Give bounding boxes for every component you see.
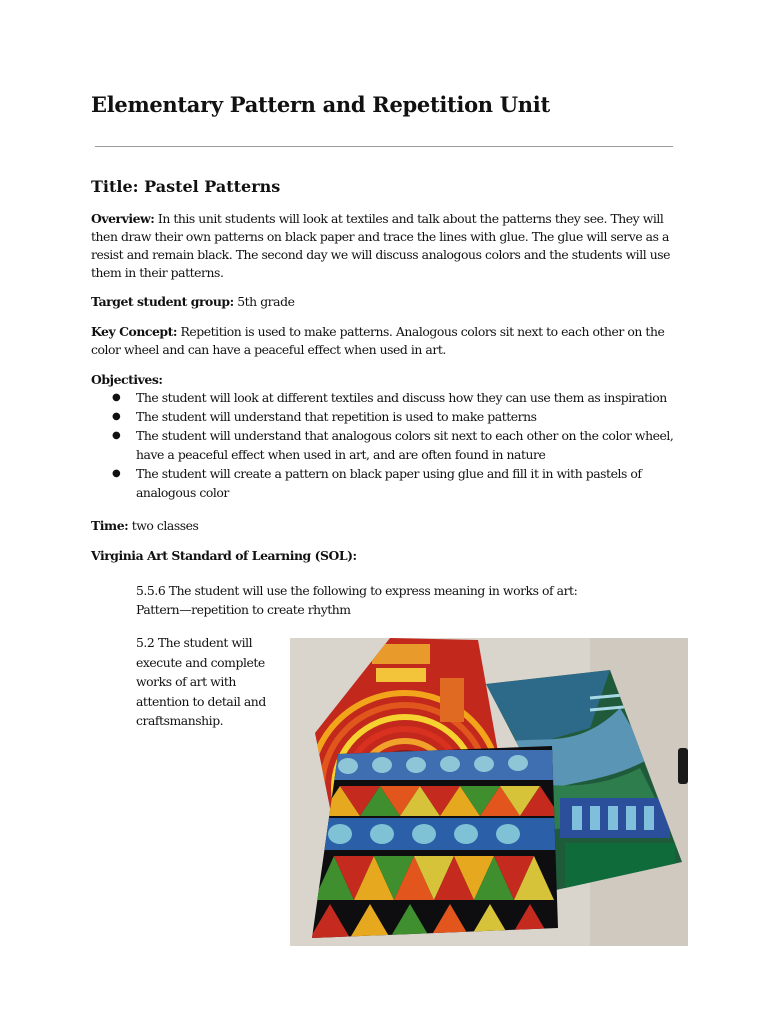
- marker-object: [678, 748, 688, 784]
- bullet-icon: ●: [112, 392, 121, 403]
- objective-text: The student will understand that repetition is used to make patterns: [136, 409, 537, 424]
- overview-label: Overview:: [91, 211, 155, 226]
- sol-556-line: 5.5.6 The student will use the following to express meaning in works of art:: [136, 583, 578, 598]
- sol-52-text: 5.2 The student will execute and complete works of art with attention to detail and craftsmanship.: [136, 635, 266, 728]
- time-text: two classes: [128, 518, 199, 533]
- target-group-label: Target student group:: [91, 294, 234, 309]
- target-group-paragraph: [91, 293, 676, 311]
- bullet-icon: ●: [112, 430, 121, 441]
- bullet-icon: ●: [112, 411, 121, 422]
- bullet-icon: ●: [112, 468, 121, 479]
- list-item: [91, 464, 681, 502]
- list-item: [91, 388, 681, 407]
- target-group-text: 5th grade: [233, 294, 295, 309]
- key-concept-label: Key Concept:: [91, 324, 178, 339]
- objectives-label: Objectives:: [91, 372, 163, 387]
- list-item: [91, 426, 681, 464]
- sol-556-line: Pattern—repetition to create rhythm: [136, 602, 351, 617]
- lesson-title: Title: Pastel Patterns: [91, 177, 281, 196]
- artwork-photo: [290, 638, 688, 946]
- objective-text: The student will create a pattern on black paper using glue and fill it in with pastels of analogous color: [136, 466, 642, 500]
- sol-556-block: [136, 581, 656, 619]
- objectives-heading: [91, 371, 676, 389]
- time-label: Time:: [91, 518, 129, 533]
- key-concept-text: Repetition is used to make patterns. Analogous colors sit next to each other on the color wheel and can have a peaceful effect when used in art.: [91, 324, 665, 357]
- title-divider: [95, 146, 673, 147]
- sol-heading: [91, 547, 676, 565]
- overview-paragraph: [91, 210, 676, 282]
- objective-text: The student will understand that analogous colors sit next to each other on the color wheel, have a peaceful effect when used in art, and are often found in nature: [136, 428, 674, 462]
- list-item: [91, 407, 681, 426]
- overview-text: In this unit students will look at textiles and talk about the patterns they see. They will then draw their own patterns on black paper and trace the lines with glue. The glue will serve as a resist and remain black. The second day we will discuss analogous colors and the students will use them in their patterns.: [91, 211, 671, 280]
- document-title: Elementary Pattern and Repetition Unit: [91, 92, 550, 117]
- objective-text: The student will look at different textiles and discuss how they can use them as inspiration: [136, 390, 667, 405]
- time-paragraph: [91, 517, 676, 535]
- sol-heading-text: Virginia Art Standard of Learning (SOL):: [91, 548, 357, 563]
- key-concept-paragraph: [91, 323, 676, 359]
- objectives-list: [91, 388, 681, 502]
